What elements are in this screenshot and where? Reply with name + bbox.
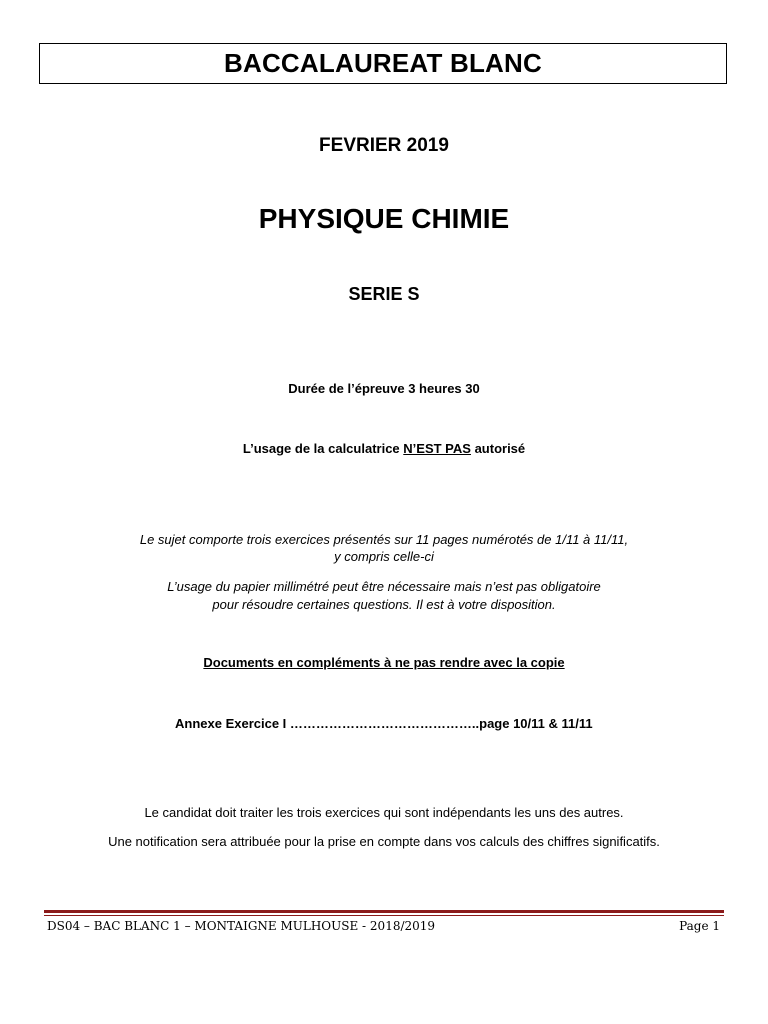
candidate-note: Le candidat doit traiter les trois exercices qui sont indépendants les uns des autres. bbox=[144, 805, 624, 820]
calculator-prefix: L’usage de la calculatrice bbox=[242, 441, 404, 456]
pages-info-line2: y compris celle-ci bbox=[334, 549, 434, 564]
annex-reference: Annexe Exercice I ……………………………………..page 10/11 & 11/11 bbox=[175, 716, 593, 731]
footer-left-text: DS04 – BAC BLANC 1 – MONTAIGNE MULHOUSE - 2018/2019 bbox=[47, 919, 436, 933]
exam-duration: Durée de l’épreuve 3 heures 30 bbox=[288, 381, 480, 396]
paper-info-line2: pour résoudre certaines questions. Il est à votre disposition. bbox=[212, 597, 556, 612]
calculator-notice bbox=[0, 441, 768, 456]
footer-rule-thin bbox=[44, 915, 724, 916]
paper-info-line1: L’usage du papier millimétré peut être nécessaire mais n’est pas obligatoire bbox=[167, 579, 601, 594]
title-box bbox=[39, 43, 727, 84]
exam-serie: SERIE S bbox=[348, 284, 420, 304]
notification-note: Une notification sera attribuée pour la prise en compte dans vos calculs des chiffres significatifs. bbox=[108, 834, 660, 849]
documents-heading: Documents en compléments à ne pas rendre avec la copie bbox=[203, 655, 565, 670]
calculator-emphasis: N’EST PAS bbox=[403, 441, 471, 456]
calculator-suffix: autorisé bbox=[470, 441, 526, 456]
footer-rule-thick bbox=[44, 910, 724, 913]
document-title: BACCALAUREAT BLANC bbox=[224, 48, 542, 78]
page-number: Page 1 bbox=[679, 919, 720, 933]
exam-subject: PHYSIQUE CHIMIE bbox=[258, 203, 510, 234]
exam-date: FEVRIER 2019 bbox=[319, 135, 449, 156]
pages-info-line1: Le sujet comporte trois exercices présentés sur 11 pages numérotés de 1/11 à 11/11, bbox=[139, 532, 629, 547]
